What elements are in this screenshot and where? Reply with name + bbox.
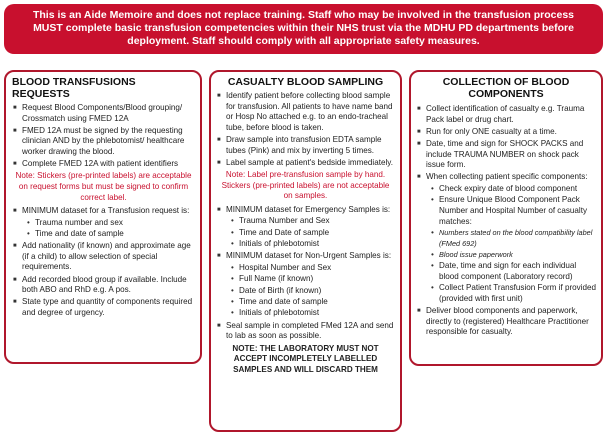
list-item: ■ State type and quantity of components required and degree of urgency. bbox=[12, 297, 195, 318]
list-item: ■ Identify patient before collecting blood sample for transfusion. All patients to have name band or Hosp No attached e.g. to an endo-tracheal tube, before blood is taken. bbox=[216, 91, 395, 133]
banner-line-1: This is an Aide Memoire and does not replace training. Staff who may be involved in the transfusion process bbox=[32, 9, 575, 21]
list-item: ■ Draw sample into transfusion EDTA sample tubes (Pink) and mix by inverting 5 times. bbox=[216, 135, 395, 156]
list-item: ■ Label sample at patient's bedside immediately. bbox=[216, 158, 395, 169]
sub-list-item: • Check expiry date of blood component bbox=[430, 184, 596, 195]
list-item: ■ Run for only ONE casualty at a time. bbox=[416, 127, 596, 138]
list-item bbox=[216, 251, 395, 319]
list-item: ■ Seal sample in completed FMed 12A and send to lab as soon as possible. bbox=[216, 321, 395, 342]
sub-list-item: • Trauma number and sex bbox=[26, 218, 195, 229]
sub-list-item: • Initials of phlebotomist bbox=[230, 308, 395, 319]
list-item-text: MINIMUM dataset for Emergency Samples is: bbox=[226, 204, 391, 214]
blood-transfusion-requests-card bbox=[4, 70, 202, 364]
list-item-text: When collecting patient specific components: bbox=[426, 172, 588, 182]
list-item: ■ Add recorded blood group if available. Include both ABO and RhD e.g. A pos. bbox=[12, 275, 195, 296]
sub-list-item: • Date of Birth (if known) bbox=[230, 286, 395, 297]
list-item bbox=[216, 205, 395, 250]
sub-list-item: • Time and date of sample bbox=[230, 297, 395, 308]
requests-title: BLOOD TRANSFUSIONS REQUESTS bbox=[12, 76, 136, 100]
sub-list-item: • Initials of phlebotomist bbox=[230, 239, 395, 250]
casualty-label-note: Note: Label pre-transfusion sample by hand. Stickers (pre-printed labels) are not acceptable on samples. bbox=[221, 169, 390, 201]
sub-list-item: • Collect Patient Transfusion Form if provided (provided with first unit) bbox=[430, 283, 596, 304]
sub-list-item: • Trauma Number and Sex bbox=[230, 216, 395, 227]
list-item: ■ Collect identification of casualty e.g. Trauma Pack label or drug chart. bbox=[416, 104, 596, 125]
list-item: ■ Deliver blood components and paperwork, directly to (registered) Healthcare Practitioner responsible for casualty. bbox=[416, 306, 596, 338]
sub-list-item: • Time and date of sample bbox=[26, 229, 195, 240]
list-item-text: MINIMUM dataset for a Transfusion request is: bbox=[22, 206, 190, 216]
laboratory-warning: NOTE: THE LABORATORY MUST NOT ACCEPT INCOMPLETELY LABELLED SAMPLES AND WILL DISCARD THEM bbox=[232, 343, 379, 374]
list-item bbox=[12, 206, 195, 240]
collection-title: COLLECTION OF BLOOD COMPONENTS bbox=[442, 76, 570, 100]
sub-list-item: • Date, time and sign for each individual blood component (Laboratory record) bbox=[430, 261, 596, 282]
list-item: ■ Date, time and sign for SHOCK PACKS and include TRAUMA NUMBER on shock pack issue form. bbox=[416, 139, 596, 171]
list-item: ■ FMED 12A must be signed by the requesting clinician AND by the phlebotomist/ healthcare worker drawing the blood. bbox=[12, 126, 195, 158]
list-item-text: MINIMUM dataset for Non-Urgent Samples is: bbox=[226, 251, 392, 261]
requests-sticker-note: Note: Stickers (pre-printed labels) are acceptable on request forms but must be signed to confirm correct label. bbox=[15, 171, 192, 202]
sub-list-item: • Hospital Number and Sex bbox=[230, 263, 395, 274]
disclaimer-banner bbox=[4, 4, 603, 54]
sub-list-item: • Numbers stated on the blood compatibility label (FMed 692) bbox=[430, 228, 596, 249]
sub-list-item: • Full Name (if known) bbox=[230, 274, 395, 285]
list-item: ■ Complete FMED 12A with patient identifiers bbox=[12, 159, 195, 170]
list-item bbox=[416, 172, 596, 304]
sub-list-item: • Blood issue paperwork bbox=[430, 250, 596, 261]
sub-list-item: • Time and Date of sample bbox=[230, 228, 395, 239]
requests-list bbox=[12, 103, 195, 170]
banner-line-3: deployment. Staff should comply with all appropriate safety measures. bbox=[127, 35, 480, 47]
banner-line-2: MUST complete basic transfusion competencies within their NHS trust via the MDHU PD departments before bbox=[33, 22, 574, 34]
casualty-title: CASUALTY BLOOD SAMPLING bbox=[227, 76, 384, 88]
sub-list-item: • Ensure Unique Blood Component Pack Number and Hospital Number of casualty matches: bbox=[430, 195, 596, 227]
list-item: ■ Add nationality (if known) and approximate age (if a child) to allow selection of special requirements. bbox=[12, 241, 195, 273]
collection-of-blood-components-card bbox=[409, 70, 603, 366]
casualty-blood-sampling-card bbox=[209, 70, 402, 432]
list-item: ■ Request Blood Components/Blood grouping/ Crossmatch using FMED 12A bbox=[12, 103, 195, 124]
